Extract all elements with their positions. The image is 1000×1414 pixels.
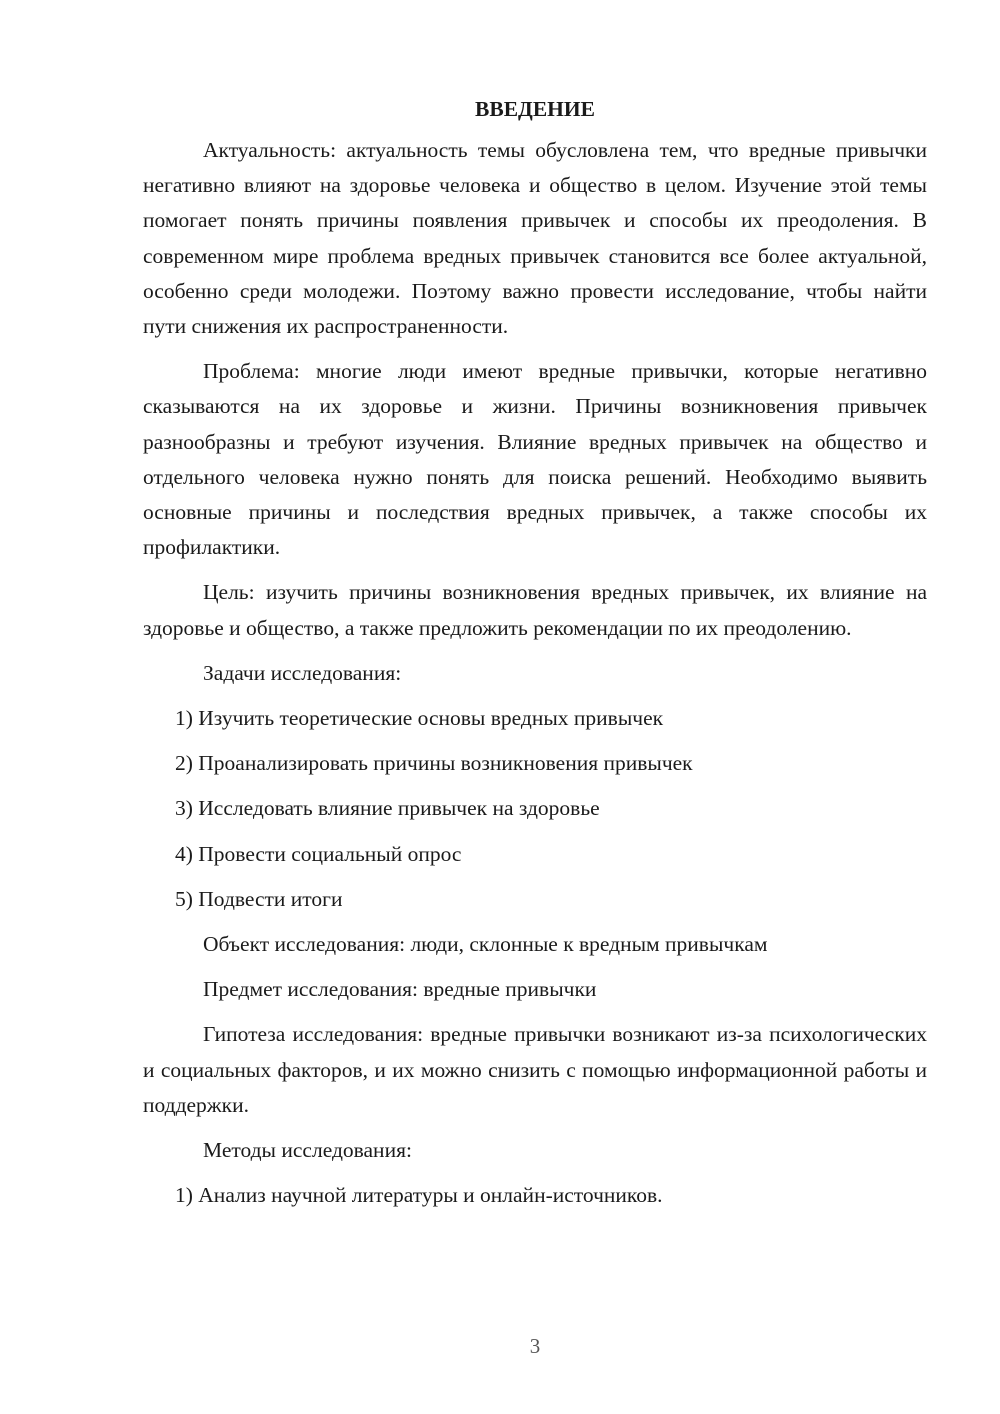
document-page <box>143 92 927 1223</box>
problem-paragraph: Проблема: многие люди имеют вредные привычки, которые негативно сказываются на их здоровье и жизни. Причины возникновения привычек разнообразны и требуют изучения. Влияние вредных привычек на общество и отдельного человека нужно понять для поиска решений. Необходимо выявить основные причины и последствия вредных привычек, а также способы их профилактики. <box>143 359 927 560</box>
method-item: 1) Анализ научной литературы и онлайн-источников. <box>175 1183 663 1208</box>
page-number: 3 <box>529 1334 541 1358</box>
task-item: 1) Изучить теоретические основы вредных привычек <box>175 706 664 731</box>
subject-line: Предмет исследования: вредные привычки <box>203 977 597 1002</box>
task-item: 4) Провести социальный опрос <box>175 841 462 866</box>
object-line: Объект исследования: люди, склонные к вредным привычкам <box>203 932 768 957</box>
section-title: ВВЕДЕНИЕ <box>475 97 595 121</box>
goal-paragraph: Цель: изучить причины возникновения вредных привычек, их влияние на здоровье и общество, а также предложить рекомендации по их преодолению. <box>143 580 927 640</box>
task-item: 5) Подвести итоги <box>175 886 343 911</box>
hypothesis-paragraph: Гипотеза исследования: вредные привычки возникают из-за психологических и социальных факторов, и их можно снизить с помощью информационной работы и поддержки. <box>143 1022 927 1117</box>
tasks-heading: Задачи исследования: <box>203 660 402 685</box>
relevance-paragraph: Актуальность: актуальность темы обусловлена тем, что вредные привычки негативно влияют на здоровье человека и общество в целом. Изучение этой темы помогает понять причины появления привычек и способы их преодоления. В современном мире проблема вредных привычек становится все более актуальной, особенно среди молодежи. Поэтому важно провести исследование, чтобы найти пути снижения их распространенности. <box>143 138 927 339</box>
methods-heading: Методы исследования: <box>203 1138 412 1163</box>
task-item: 3) Исследовать влияние привычек на здоровье <box>175 796 600 821</box>
task-item: 2) Проанализировать причины возникновения привычек <box>175 751 693 776</box>
